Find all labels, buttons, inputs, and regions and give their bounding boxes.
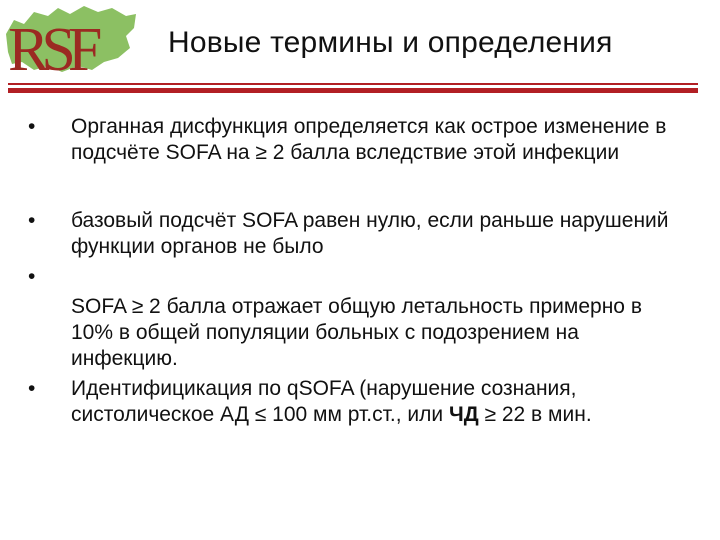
title-divider-thick — [8, 88, 698, 93]
title-divider-thin — [8, 83, 698, 85]
bullet-item — [28, 376, 678, 428]
bullet-text: SOFA ≥ 2 балла отражает общую летальность примерно в 10% в общей популяции больных с подозрением на инфекцию. — [71, 295, 642, 370]
bullet-text: ≥ 22 в мин. — [478, 403, 592, 426]
bullet-item — [28, 114, 678, 166]
bullet-dot: • — [28, 265, 36, 288]
bullet-dot: • — [28, 377, 36, 400]
bullet-item — [28, 264, 678, 290]
bullet-dot: • — [28, 209, 36, 232]
bullet-item — [28, 208, 678, 260]
bullet-list — [28, 114, 678, 428]
bullet-dot: • — [28, 115, 36, 138]
bullet-continuation — [28, 294, 678, 372]
bullet-text: базовый подсчёт SOFA равен нулю, если раньше нарушений функции органов не было — [71, 209, 669, 258]
bullet-text-bold: ЧД — [448, 403, 479, 426]
rsf-logo — [0, 0, 140, 80]
bullet-text: Органная дисфункция определяется как острое изменение в подсчёте SOFA на ≥ 2 балла вследствие этой инфекции — [71, 115, 667, 164]
logo-text: RSF — [8, 16, 95, 80]
bullet-text: Идентифицикация по qSOFA (нарушение сознания, систолическое АД ≤ 100 мм рт.ст., или — [71, 377, 577, 426]
slide-title: Новые термины и определения — [168, 26, 613, 59]
